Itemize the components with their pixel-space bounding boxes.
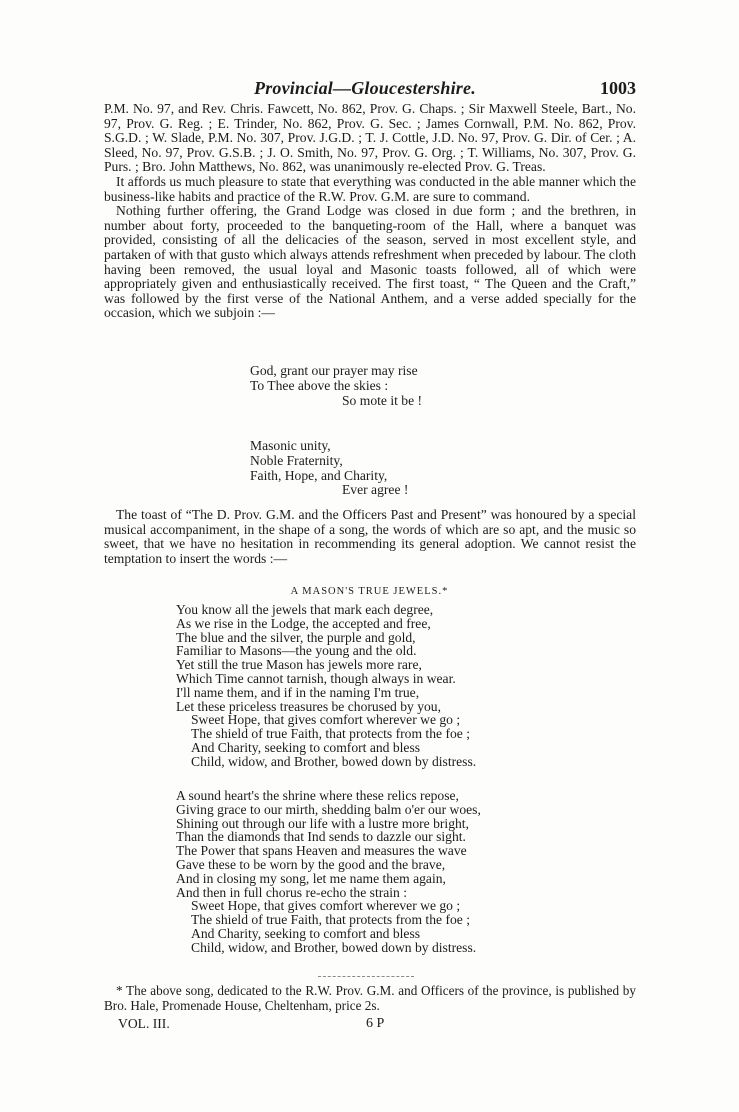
footnote [104, 983, 636, 1013]
song-line: I'll name them, and if in the naming I'm true, [176, 684, 420, 700]
song-line: Gave these to be worn by the good and the brave, [176, 856, 446, 872]
song-line: The Power that spans Heaven and measures the wave [176, 843, 467, 859]
chorus-line: Sweet Hope, that gives comfort wherever we go ; [191, 898, 461, 914]
paragraph-officers-list: P.M. No. 97, and Rev. Chris. Fawcett, No. 862, Prov. G. Chaps. ; Sir Maxwell Steele, Bart., No. 97, Prov. G. Reg. ; E. Trinder, No. 862, Prov. G. Sec. ; James Cornwall, P.M. No. 862, Prov. S.G.D. ; W. Slade, P.M. No. 307, Prov. J.G.D. ; T. J. Cottle, J.D. No. 97, Prov. G. Dir. of Cer. ; A. Sleed, No. 97, Prov. G.S.B. ; J. O. Smith, No. 97, Prov. G. Org. ; T. Williams, No. 307, Prov. G. Purs. ; Bro. John Matthews, No. 862, was unanimously re-elected Prov. G. Treas. [104, 101, 636, 175]
song-line: Familiar to Masons—the young and the old. [176, 643, 417, 659]
page-number: 1003 [600, 78, 636, 98]
verse-line: Noble Fraternity, [250, 452, 343, 468]
running-title: Provincial—Gloucestershire. [254, 78, 476, 98]
song-line: Which Time cannot tarnish, though always in wear. [176, 670, 456, 686]
paragraph-toast: The toast of “The D. Prov. G.M. and the Officers Past and Present” was honoured by a special musical accompaniment, in the shape of a song, the words of which are so apt, and the music so sweet, that we have no hesitation in recommending its general adoption. We cannot resist the temptation to insert the words :— [104, 507, 636, 566]
footnote-text: * The above song, dedicated to the R.W. Prov. G.M. and Officers of the province, is published by Bro. Hale, Promenade House, Cheltenham, price 2s. [104, 983, 636, 1013]
chorus-line: Sweet Hope, that gives comfort wherever we go ; [191, 712, 461, 728]
chorus-line: And Charity, seeking to comfort and bless [191, 739, 421, 755]
chorus-line: And Charity, seeking to comfort and bless [191, 925, 421, 941]
body-text-middle [104, 508, 636, 566]
song-line: And then in full chorus re-echo the strain : [176, 884, 408, 900]
song-title: A MASON'S TRUE JEWELS.* [290, 586, 449, 597]
song-line: Giving grace to our mirth, shedding balm o'er our woes, [176, 801, 481, 817]
paragraph-conduct: It affords us much pleasure to state that everything was conducted in the able manner which the business-like habits and practice of the R.W. Prov. G.M. are sure to command. [104, 173, 636, 204]
verse-line: To Thee above the skies : [250, 377, 389, 393]
chorus-line: Child, widow, and Brother, bowed down by distress. [191, 939, 477, 955]
verse-line: Ever agree ! [342, 482, 409, 498]
song-line: Than the diamonds that Ind sends to dazzle our sight. [176, 829, 466, 845]
song-line: Shining out through our life with a lustre more bright, [176, 815, 469, 831]
song-line: As we rise in the Lodge, the accepted and free, [176, 615, 431, 631]
signature-mark: 6 P [366, 1016, 385, 1031]
signature-line [118, 1016, 385, 1032]
verse-line: Faith, Hope, and Charity, [250, 467, 388, 483]
song-line: A sound heart's the shrine where these relics repose, [176, 788, 459, 803]
song-line: You know all the jewels that mark each degree, [176, 602, 434, 617]
song-line: Let these priceless treasures be chorused by you, [176, 698, 441, 714]
body-text-top [104, 102, 636, 321]
verse-line: Masonic unity, [250, 438, 331, 453]
anthem-verse-1 [250, 364, 422, 408]
chorus-line: The shield of true Faith, that protects from the foe ; [191, 912, 470, 928]
song-line: And in closing my song, let me name them again, [176, 870, 446, 886]
song-line: Yet still the true Mason has jewels more rare, [176, 657, 422, 673]
anthem-verse-2 [250, 439, 408, 498]
song-line: The blue and the silver, the purple and gold, [176, 629, 416, 645]
chorus-line: The shield of true Faith, that protects from the foe ; [191, 726, 470, 742]
song-stanza-2 [176, 789, 481, 955]
verse-line: God, grant our prayer may rise [250, 363, 418, 378]
footnote-divider [318, 976, 414, 977]
volume-label: VOL. III. [118, 1016, 170, 1031]
verse-line: So mote it be ! [342, 392, 423, 408]
song-stanza-1 [176, 603, 476, 769]
chorus-line: Child, widow, and Brother, bowed down by distress. [191, 753, 477, 769]
page-header [104, 78, 636, 100]
paragraph-banquet: Nothing further offering, the Grand Lodge was closed in due form ; and the brethren, in number about forty, proceeded to the banqueting-room of the Hall, where a banquet was provided, consisting of all the delicacies of the season, served in most excellent style, and partaken of with that gusto which always attends refreshment when preceded by labour. The cloth having been removed, the usual loyal and Masonic toasts followed, all of which were appropriately given and enthusiastically received. The first toast, “ The Queen and the Craft,” was followed by the first verse of the National Anthem, and a verse added specially for the occasion, which we subjoin :— [104, 203, 636, 321]
